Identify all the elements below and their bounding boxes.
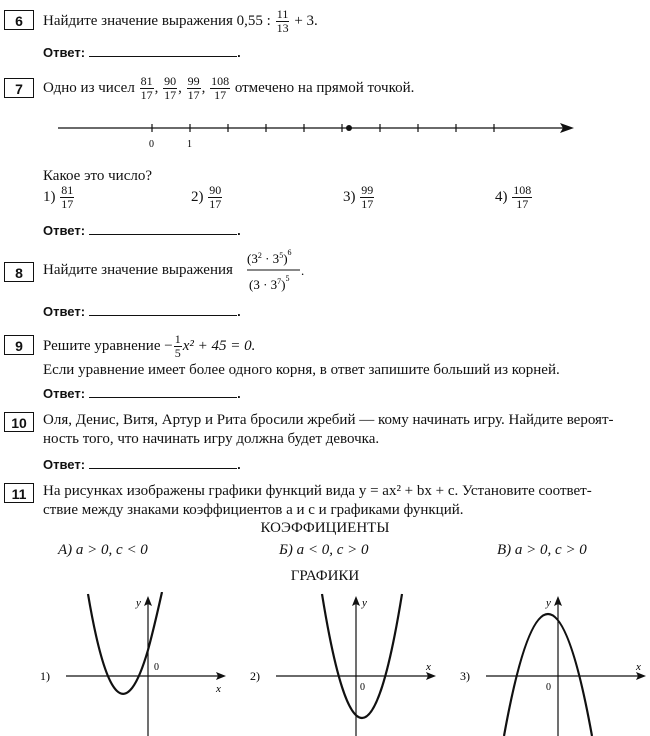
task-9-text: Решите уравнение − $\frac{1}{5}$ x² + 45 = 0.	[43, 332, 256, 360]
task-7-question: Какое это число?	[43, 168, 152, 184]
option-4[interactable]: 4) $\frac{108}{17}$	[495, 183, 532, 211]
svg-text:x: x	[216, 683, 221, 695]
option-2[interactable]: 2) $\frac{90}{17}$	[191, 183, 222, 211]
task-11-line-2: ствие между знаками коэффициентов a и c и графиками функций.	[43, 502, 464, 518]
answer-line-6[interactable]: Ответ: .	[43, 45, 241, 60]
coef-b: Б) a < 0, c > 0	[279, 542, 369, 558]
option-1[interactable]: 1) $\frac{81}{17}$	[43, 183, 74, 211]
number-line-point	[346, 125, 352, 131]
svg-text:y: y	[136, 597, 141, 609]
svg-text:y: y	[362, 597, 367, 609]
graph-label-2: 2)	[250, 669, 260, 683]
svg-text:x: x	[426, 661, 431, 673]
fraction: $\frac{99}{17}$	[187, 74, 200, 102]
task-number-7: 7	[4, 78, 34, 98]
task-6-text: Найдите значение выражения 0,55 : $\frac{11}{13}$ + 3.	[43, 7, 318, 35]
task-10-line-2: ность того, что начинать игру должна будет девочка.	[43, 431, 380, 447]
task-number-9: 9	[4, 335, 34, 355]
answer-line-9[interactable]: Ответ: .	[43, 386, 241, 401]
graph-label-1: 1)	[40, 669, 50, 683]
task-number-11: 11	[4, 483, 34, 503]
option-3[interactable]: 3) $\frac{99}{17}$	[343, 183, 374, 211]
coef-v: В) a > 0, c > 0	[497, 542, 587, 558]
graph-1	[40, 592, 230, 736]
tick-label-0: 0	[149, 139, 154, 150]
number-line	[0, 115, 650, 155]
svg-text:(32 · 35)6: $(3^2 \cdot 3^5)^6$	[247, 248, 292, 266]
task-10-line-1: Оля, Денис, Витя, Артур и Рита бросили жребий — кому начинать игру. Найдите вероят-	[43, 412, 614, 428]
graph-2	[250, 592, 440, 736]
svg-text:y: y	[546, 597, 551, 609]
task-number-8: 8	[4, 262, 34, 282]
graphs-title: ГРАФИКИ	[290, 568, 360, 584]
svg-text:x: x	[636, 661, 641, 673]
task-number-6: 6	[4, 10, 34, 30]
answer-line-10[interactable]: Ответ: .	[43, 457, 241, 472]
coef-a: А) a > 0, c < 0	[58, 542, 148, 558]
answer-line-7[interactable]: Ответ: .	[43, 223, 241, 238]
task-8-text: Найдите значение выражения	[43, 262, 233, 278]
svg-text:0: 0	[546, 682, 551, 693]
answer-line-8[interactable]: Ответ: .	[43, 304, 241, 319]
svg-text:.: .	[301, 263, 305, 278]
task-9-note: Если уравнение имеет более одного корня, в ответ запишите больший из корней.	[43, 362, 560, 378]
fraction: $\frac{108}{17}$	[211, 74, 230, 102]
fraction: $\frac{90}{17}$	[164, 74, 177, 102]
task-11-line-1: На рисунках изображены графики функций вида y = ax² + bx + c. Установите соответ-	[43, 483, 592, 499]
graph-3	[460, 592, 650, 736]
svg-text:(3 · 37)5: $(3 \cdot 3^7)^5$	[249, 274, 290, 292]
fraction: $\frac{81}{17}$	[140, 74, 153, 102]
task-number-10: 10	[4, 412, 34, 432]
svg-text:0: 0	[360, 682, 365, 693]
svg-text:0: 0	[154, 662, 159, 673]
task-8-expression	[245, 245, 315, 297]
graph-label-3: 3)	[460, 669, 470, 683]
task-7-text: Одно из чисел $\frac{81}{17}$ , $\frac{90}{17}$ , $\frac{99}{17}$ , $\frac{108}{17}$ отмечено на прямой точкой.	[43, 74, 415, 102]
coefficients-title: КОЭФФИЦИЕНТЫ	[260, 520, 390, 536]
tick-label-1: 1	[187, 139, 192, 150]
